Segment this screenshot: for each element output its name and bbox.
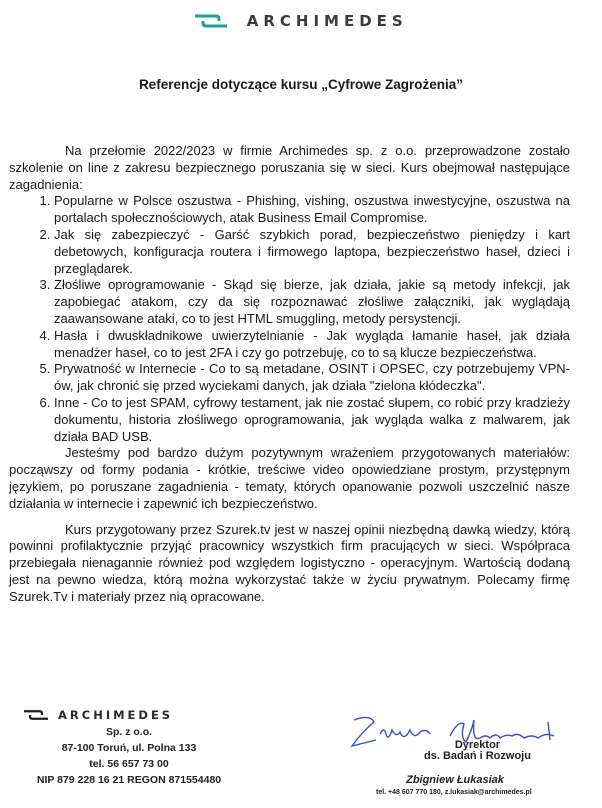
list-item: 1. Popularne w Polsce oszustwa - Phishing, vishing, oszustwa inwestycyjne, oszustwa na portalach społecznościowych, atak Business Email Compromise. xyxy=(54,193,570,227)
archimedes-logo-icon xyxy=(194,13,228,29)
list-item: 2. Jak się zabezpieczyć - Garść szybkich porad, bezpieczeństwo pieniędzy i kart debetowych, konfiguracja routera i firmowego laptopa, bezpieczeństwo haseł, dzieci i przeglądarek. xyxy=(54,227,570,277)
topic-list xyxy=(9,193,570,445)
impression-paragraph: Jesteśmy pod bardzo dużym pozytywnym wrażeniem przygotowanych materiałów: począwszy od formy podania - krótkie, treściwe video opowiedziane prostym, przystępnym językiem, po poruszane zagadnienia - tematy, których opanowanie pozwoli uszczelnić nasze działania w internecie i zapewnić ich bezpieczeństwo. xyxy=(9,445,570,511)
company-ids: NIP 879 228 16 21 REGON 871554480 xyxy=(36,774,222,786)
intro-paragraph: Na przełomie 2022/2023 w firmie Archimedes sp. z o.o. przeprowadzone zostało szkolenie on line z zakresu bezpiecznego poruszania się w sieci. Kurs obejmował następujące zagadnienia: xyxy=(9,143,570,192)
company-form: Sp. z o.o. xyxy=(105,726,153,738)
footer-logo xyxy=(22,708,222,722)
signatory-name: Zbigniew Łukasiak xyxy=(406,774,504,786)
company-stamp xyxy=(22,708,222,788)
list-item: 3. Złośliwe oprogramowanie - Skąd się bierze, jak działa, jakie są metody infekcji, jak zapobiegać atakom, czy da się rozpoznawać złośliwe załączniki, jak wyglądają zaawansowane ataki, co to jest HTML smuggling, metody persystencji. xyxy=(54,277,570,327)
signature-block xyxy=(340,712,590,802)
brand-name: ARCHIMEDES xyxy=(246,12,408,30)
position-line: Dyrektor xyxy=(454,739,501,751)
signatory-contact: tel. +48 607 770 180, z.lukasiak@archimedes.pl xyxy=(376,789,532,796)
recommendation-paragraph: Kurs przygotowany przez Szurek.tv jest w naszej opinii niezbędną dawką wiedzy, którą powinni profilaktycznie przyjąć pracownicy wszystkich firm pracujących w sieci. Współpraca przebiegała nienagannie również pod względem logistyczno - operacyjnym. Wartością dodaną jest na pewno wiedza, którą można wykorzystać także w życiu prywatnym. Polecamy firmę Szurek.Tv i materiały przez nią opracowane. xyxy=(9,521,570,604)
header-logo xyxy=(0,12,602,30)
company-address: 87-100 Toruń, ul. Polna 133 xyxy=(61,742,197,754)
list-item: 5. Prywatność w Internecie - Co to są metadane, OSINT i OPSEC, czy potrzebujemy VPN-ów, jak chronić się przed wyciekami danych, jak działa "zielona kłódeczka". xyxy=(54,361,570,395)
letter-body xyxy=(9,143,570,606)
page-title: Referencje dotyczące kursu „Cyfrowe Zagrożenia” xyxy=(138,77,464,92)
list-item: 6. Inne - Co to jest SPAM, cyfrowy testament, jak nie zostać słupem, co robić przy kradzieży dokumentu, historia złośliwego oprogramowania, jak wygląda walka z malwarem, jak działa BAD USB. xyxy=(54,395,570,445)
footer-brand: ARCHIMEDES xyxy=(58,708,174,722)
company-phone: tel. 56 657 73 00 xyxy=(89,758,169,770)
signatory-position xyxy=(424,740,531,762)
position-line: ds. Badań i Rozwoju xyxy=(424,750,531,762)
list-item: 4. Hasła i dwuskładnikowe uwierzytelnianie - Jak wygląda łamanie haseł, jak działa menadżer haseł, co to jest 2FA i czy go potrzebuję, co to są klucze bezpieczeństwa. xyxy=(54,328,570,362)
archimedes-logo-icon xyxy=(22,709,50,721)
